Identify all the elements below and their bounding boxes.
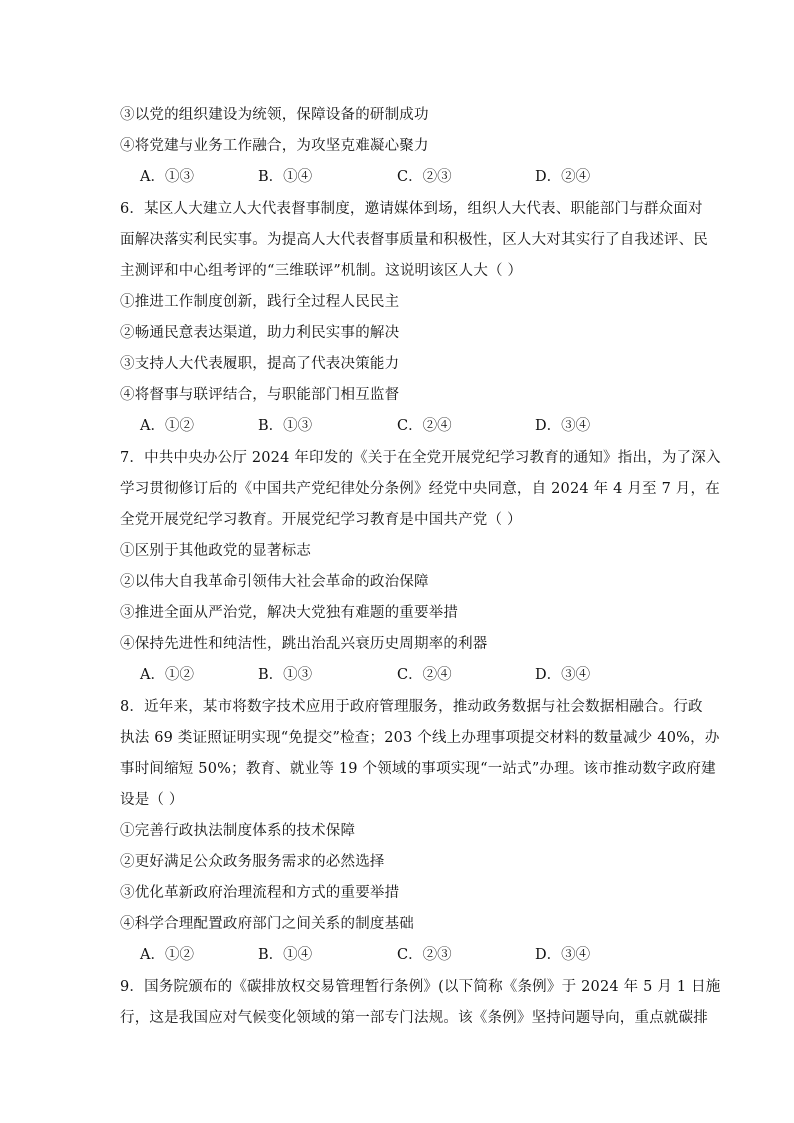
q7-option-a[interactable]: A．①②: [140, 667, 194, 683]
q8-stem-line-2: 执法 69 类证照证明实现“免提交”检查；203 个线上办理事项提交材料的数量减少 40%，办: [120, 730, 720, 746]
q7-options: [140, 663, 660, 685]
q6-stem-line-3: 主测评和中心组考评的“三维联评”机制。这说明该区人大（ ）: [120, 263, 523, 279]
q5-statement-4: ④将党建与业务工作融合，为攻坚克难凝心聚力: [120, 138, 429, 154]
q7-stem-line-2: 学习贯彻修订后的《中国共产党纪律处分条例》经党中央同意，自 2024 年 4 月至 7 月，在: [120, 481, 720, 497]
q7-statement-4: ④保持先进性和纯洁性，跳出治乱兴衰历史周期率的利器: [120, 636, 488, 652]
q7-statement-3: ③推进全面从严治党，解决大党独有难题的重要举措: [120, 605, 459, 621]
q8-option-d[interactable]: D．③④: [535, 947, 591, 963]
q5-options: [140, 165, 660, 187]
q5-option-c[interactable]: C．②③: [397, 169, 452, 185]
q9-stem-line-1: 9．国务院颁布的《碳排放权交易管理暂行条例》(以下简称《条例》于 2024 年 5 月 1 日施: [120, 979, 721, 995]
q7-statement-2: ②以伟大自我革命引领伟大社会革命的政治保障: [120, 574, 429, 590]
q6-option-d[interactable]: D．③④: [535, 418, 591, 434]
q7-option-b[interactable]: B．①③: [258, 667, 313, 683]
q8-statement-1: ①完善行政执法制度体系的技术保障: [120, 823, 356, 839]
q8-statement-4: ④科学合理配置政府部门之间关系的制度基础: [120, 916, 414, 932]
q6-statement-1: ①推进工作制度创新，践行全过程人民民主: [120, 294, 400, 310]
q7-option-c[interactable]: C．②④: [397, 667, 452, 683]
q8-options: [140, 943, 660, 965]
q5-option-d[interactable]: D．②④: [535, 169, 591, 185]
q6-options: [140, 414, 660, 436]
q6-statement-2: ②畅通民意表达渠道，助力利民实事的解决: [120, 325, 400, 341]
q6-stem-line-1: 6．某区人大建立人大代表督事制度，邀请媒体到场，组织人大代表、职能部门与群众面对: [120, 201, 703, 217]
q7-stem-line-3: 全党开展党纪学习教育。开展党纪学习教育是中国共产党（ ）: [120, 512, 522, 528]
q5-statement-3: ③以党的组织建设为统领，保障设备的研制成功: [120, 107, 429, 123]
q6-statement-3: ③支持人大代表履职，提高了代表决策能力: [120, 356, 400, 372]
q8-option-b[interactable]: B．①④: [258, 947, 313, 963]
q8-statement-2: ②更好满足公众政务服务需求的必然选择: [120, 854, 385, 870]
q9-stem-line-2: 行，这是我国应对气候变化领域的第一部专门法规。该《条例》坚持问题导向，重点就碳排: [120, 1010, 708, 1026]
q8-statement-3: ③优化革新政府治理流程和方式的重要举措: [120, 885, 400, 901]
q5-option-b[interactable]: B．①④: [258, 169, 313, 185]
q5-option-a[interactable]: A．①③: [140, 169, 194, 185]
q6-option-c[interactable]: C．②④: [397, 418, 452, 434]
q7-statement-1: ①区别于其他政党的显著标志: [120, 543, 312, 559]
q6-stem-line-2: 面解决落实利民实事。为提高人大代表督事质量和积极性，区人大对其实行了自我述评、民: [120, 232, 708, 248]
q8-stem-line-4: 设是（ ）: [120, 792, 184, 808]
q8-option-a[interactable]: A．①②: [140, 947, 194, 963]
q8-stem-line-1: 8．近年来，某市将数字技术应用于政府管理服务，推动政务数据与社会数据相融合。行政: [120, 699, 703, 715]
q7-option-d[interactable]: D．③④: [535, 667, 591, 683]
q8-option-c[interactable]: C．②③: [397, 947, 452, 963]
q8-stem-line-3: 事时间缩短 50%；教育、就业等 19 个领域的事项实现“一站式”办理。该市推动数字政府建: [120, 761, 716, 777]
q6-option-a[interactable]: A．①②: [140, 418, 194, 434]
q6-option-b[interactable]: B．①③: [258, 418, 313, 434]
q7-stem-line-1: 7．中共中央办公厅 2024 年印发的《关于在全党开展党纪学习教育的通知》指出，为了深入: [120, 450, 721, 466]
q6-statement-4: ④将督事与联评结合，与职能部门相互监督: [120, 387, 400, 403]
